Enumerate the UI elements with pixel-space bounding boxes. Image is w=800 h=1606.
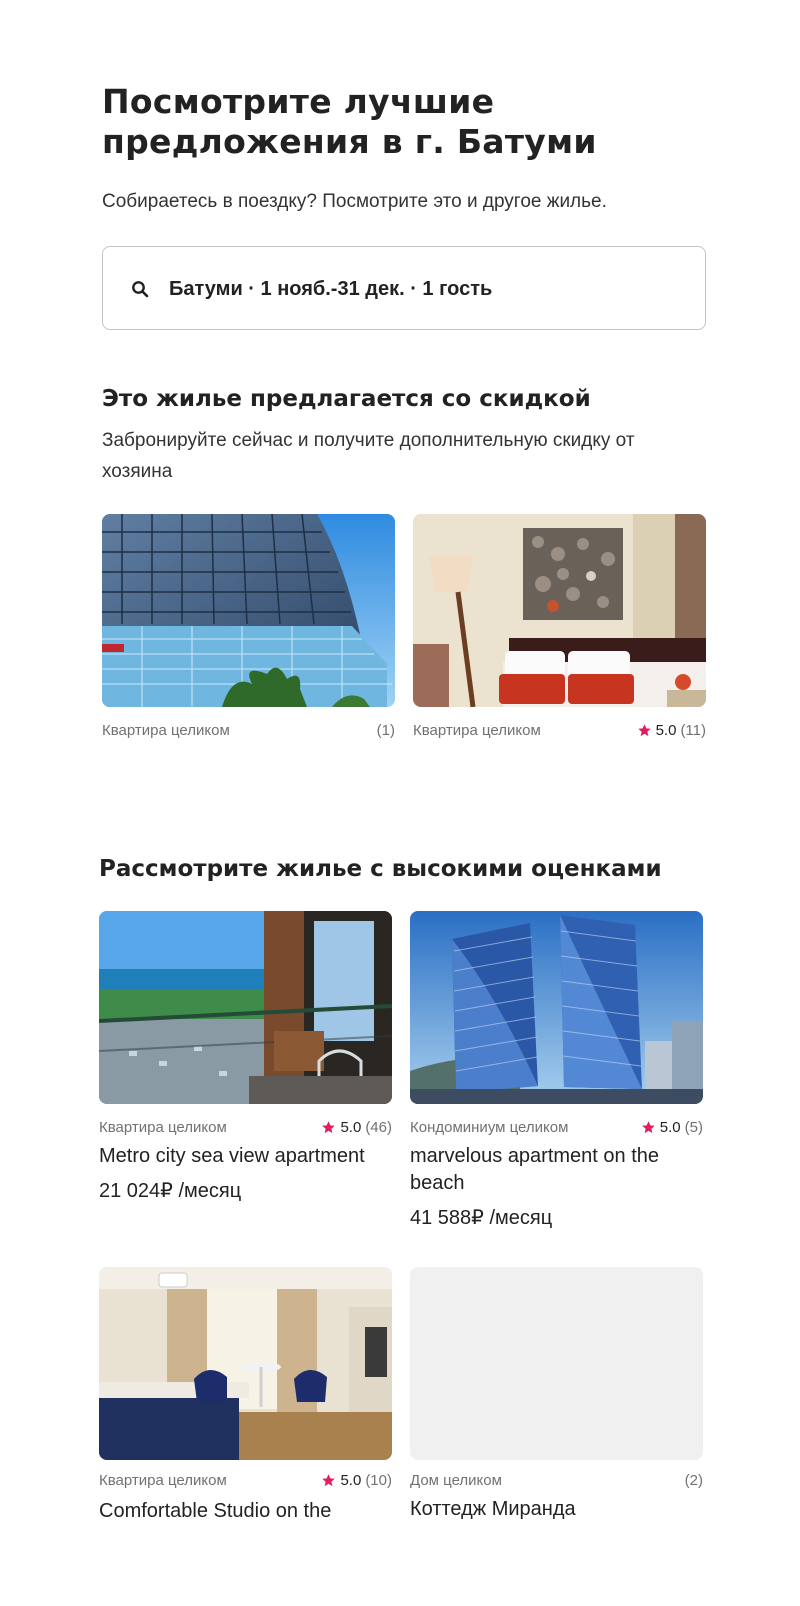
- listing-photo-studio[interactable]: [99, 1267, 392, 1460]
- search-summary: Батуми · 1 нояб.-31 дек. · 1 гость: [169, 278, 493, 300]
- top-rated-section-title: Рассмотрите жилье с высокими оценками: [99, 856, 662, 882]
- page-title-line-1: Посмотрите лучшие: [102, 82, 495, 121]
- rating-value: 5.0: [340, 1118, 362, 1136]
- star-icon: [637, 723, 652, 738]
- star-icon: [321, 1473, 336, 1488]
- listing-rating: [377, 722, 395, 739]
- listing-photo-bedroom[interactable]: [413, 514, 706, 707]
- review-count: (11): [680, 721, 706, 739]
- rating-value: 5.0: [655, 721, 677, 739]
- listing-rating: [321, 1472, 392, 1489]
- rating-value: 5.0: [340, 1471, 362, 1489]
- star-icon: [641, 1120, 656, 1135]
- listing-photo-balcony[interactable]: [99, 911, 392, 1104]
- listing-meta: [102, 720, 395, 740]
- search-bar[interactable]: [102, 246, 706, 330]
- review-count: (10): [365, 1471, 392, 1489]
- listing-meta: [99, 1117, 392, 1137]
- review-count: (1): [376, 721, 395, 739]
- page-title: [102, 82, 722, 162]
- listing-rating: [685, 1472, 703, 1489]
- review-count: (2): [684, 1471, 703, 1489]
- listing-meta: [410, 1117, 703, 1137]
- listing-title[interactable]: Коттедж Миранда: [410, 1498, 576, 1520]
- page-title-line-2: предложения в г. Батуми: [102, 122, 597, 161]
- listing-rating: [321, 1119, 392, 1136]
- review-count: (5): [684, 1118, 703, 1136]
- listing-title[interactable]: marvelous apartment on the beach: [410, 1145, 660, 1194]
- discount-section-description: Забронируйте сейчас и получите дополнительную скидку от хозяина: [102, 430, 635, 482]
- listing-rating: [637, 722, 706, 739]
- listing-meta: [413, 720, 706, 740]
- listing-type: Квартира целиком: [413, 721, 541, 739]
- listing-photo-highrise[interactable]: [102, 514, 395, 707]
- rating-value: 5.0: [659, 1118, 681, 1136]
- listing-title[interactable]: Comfortable Studio on the: [99, 1500, 332, 1522]
- page-subtitle: Собираетесь в поездку? Посмотрите это и другое жилье.: [102, 191, 607, 212]
- listing-rating: [641, 1119, 703, 1136]
- listing-type: Кондоминиум целиком: [410, 1118, 569, 1136]
- listing-photo-towers[interactable]: [410, 911, 703, 1104]
- listing-price: 41 588₽ /месяц: [410, 1207, 553, 1229]
- listing-type: Квартира целиком: [99, 1471, 227, 1489]
- review-count: (46): [365, 1118, 392, 1136]
- star-icon: [321, 1120, 336, 1135]
- listing-price: 21 024₽ /месяц: [99, 1180, 242, 1202]
- listing-photo-placeholder[interactable]: [410, 1267, 703, 1460]
- listing-type: Квартира целиком: [102, 721, 230, 739]
- search-icon: [131, 280, 149, 298]
- listing-meta: [410, 1470, 703, 1490]
- listing-type: Квартира целиком: [99, 1118, 227, 1136]
- listing-title[interactable]: Metro city sea view apartment: [99, 1145, 365, 1167]
- discount-section-title: Это жилье предлагается со скидкой: [102, 386, 591, 412]
- listing-meta: [99, 1470, 392, 1490]
- listing-type: Дом целиком: [410, 1471, 502, 1489]
